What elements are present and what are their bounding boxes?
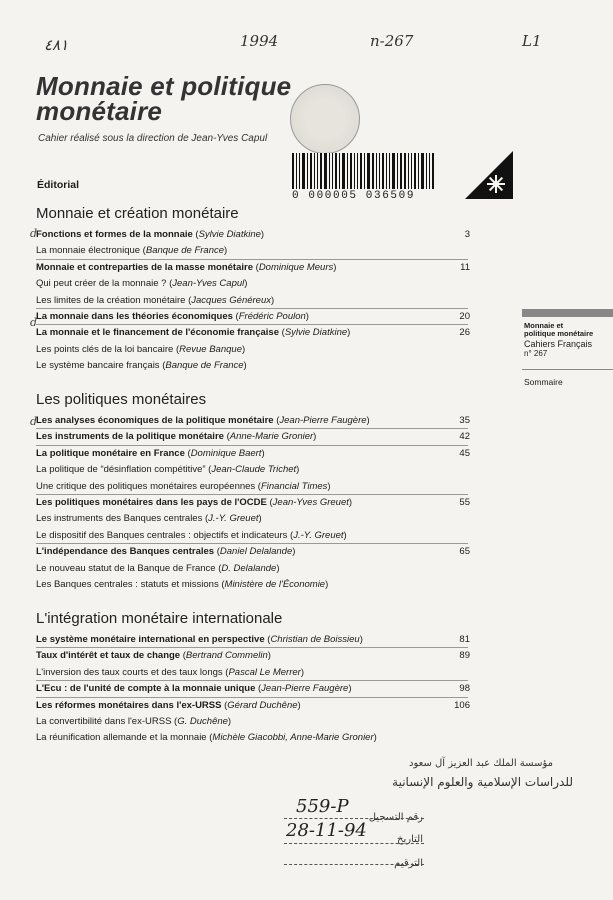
article-author: Dominique Meurs [258,261,334,273]
barcode-bar [292,153,294,189]
article-author: Sylvie Diatkine [284,327,348,339]
article-author: D. Delalande [221,562,277,574]
article-author: G. Duchêne [177,716,228,727]
subtitle: Cahier réalisé sous la direction de Jean-Yves Capul [38,133,268,144]
margin-mark: d [30,227,38,240]
article-title: La convertibilité dans l'ex-URSS [36,716,172,727]
article-title: Le système monétaire international en perspective [36,634,265,645]
toc-article: L'indépendance des Banques centrales (Daniel Delalande) [36,546,296,558]
article-author: Frédéric Poulon [238,311,306,322]
barcode [292,153,462,202]
handwritten-note-right: L1 [522,32,542,50]
barcode-bar [376,153,377,189]
article-author: Jean-Yves Greuet [272,497,349,508]
stamp-label-date: التاريخ [397,834,423,845]
article-author: Ministère de l'Économie [224,579,326,590]
sidebar-series: Cahiers Français [524,339,593,349]
article-author: Jean-Yves Capul [172,278,245,290]
editorial-heading: Éditorial [37,179,80,191]
page-number: 89 [459,650,470,662]
barcode-bar [320,153,322,189]
article-title: Les instruments de la politique monétaire [36,431,224,443]
barcode-bar [386,153,387,189]
stamp-registration-number: 559-P [296,796,349,817]
barcode-bar [342,153,345,189]
article-title: Taux d'intérêt et taux de change [36,650,181,662]
barcode-bar [432,153,434,189]
sidebar-title-line-1: Monnaie et [524,321,564,330]
toc-separator [36,494,468,495]
article-title: L'Ecu : de l'unité de compte à la monnaie unique [36,683,256,695]
article-author: Jean-Claude Trichet [211,464,297,476]
publisher-logo-icon [465,151,513,199]
barcode-bar [372,153,374,189]
page-number: 20 [459,311,470,322]
barcode-bar [299,153,300,189]
article-author: Michèle Giacobbi, Anne-Marie Gronier [212,732,374,744]
margin-mark: d [30,316,38,329]
barcode-bar [354,153,355,189]
page-number: 55 [459,497,470,508]
barcode-bar [397,153,398,189]
toc-separator [36,259,468,260]
article-author: J.-Y. Greuet [293,529,344,541]
toc-article: Le système monétaire international en perspective (Christian de Boissieu) [36,634,363,645]
article-title: Le dispositif des Banques centrales : objectifs et indicateurs [36,529,288,541]
article-title: La réunification allemande et la monnaie [36,732,207,744]
toc-subarticle: Les instruments des Banques centrales (J.-Y. Greuet) [36,513,262,525]
article-title: Les analyses économiques de la politique monétaire [36,415,274,426]
article-author: Anne-Marie Gronier [229,431,314,443]
barcode-bar [421,153,424,189]
page-number: 81 [459,634,470,645]
barcode-bar [418,153,419,189]
barcode-bar [347,153,348,189]
toc-separator [36,680,468,681]
barcode-bar [426,153,427,189]
barcode-number: 0 000005 036509 [292,190,416,202]
page-title [36,71,292,126]
toc-separator [36,324,468,325]
article-author: Financial Times [260,480,328,492]
page-number: 26 [459,327,470,339]
article-author: Christian de Boissieu [270,634,360,645]
toc-subarticle: Le nouveau statut de la Banque de France (D. Delalande) [36,562,280,574]
page-number: 106 [454,699,470,711]
stamp-line-2: للدراسات الإسلامية والعلوم الإنسانية [392,775,573,789]
barcode-bar [317,153,318,189]
barcode-bars [292,153,462,189]
handwritten-year: 1994 [240,32,279,50]
sidebar-sommaire: Sommaire [524,377,563,387]
toc-article: La politique monétaire en France (Dominique Baert) [36,447,265,459]
barcode-bar [335,153,337,189]
section-heading-integration: L'intégration monétaire internationale [36,610,283,627]
barcode-bar [404,153,406,189]
toc-article: La monnaie dans les théories économiques (Frédéric Poulon) [36,311,309,322]
article-title: La monnaie dans les théories économiques [36,311,233,322]
handwritten-number: n-267 [370,32,414,50]
article-title: Les politiques monétaires dans les pays de l'OCDE [36,497,267,508]
toc-article: Les politiques monétaires dans les pays de l'OCDE (Jean-Yves Greuet) [36,497,353,508]
sidebar-title [524,322,593,338]
section-heading-politiques: Les politiques monétaires [36,391,207,408]
article-author: Jacques Généreux [191,294,271,306]
toc-article: Taux d'intérêt et taux de change (Bertrand Commelin) [36,650,271,662]
toc-subarticle: L'inversion des taux courts et des taux longs (Pascal Le Merrer) [36,666,304,678]
stamp-date: 28-11-94 [286,820,367,841]
toc-article: Les analyses économiques de la politique monétaire (Jean-Pierre Faugère) [36,415,370,426]
toc-separator [36,647,468,648]
toc-article: Fonctions et formes de la monnaie (Sylvie Diatkine) [36,229,265,240]
article-author: Revue Banque [179,343,242,355]
toc-article: Les réformes monétaires dans l'ex-URSS (Gérard Duchêne) [36,699,301,711]
page-number: 35 [459,415,470,426]
stamp-label-registration: رقم التسجيل [368,812,423,823]
toc-separator [36,308,468,309]
toc-subarticle: Les points clés de la loi bancaire (Revue Banque) [36,343,246,355]
article-title: L'inversion des taux courts et des taux longs [36,666,223,678]
toc-separator [36,697,468,698]
toc-separator [36,428,468,429]
toc-subarticle: Les limites de la création monétaire (Jacques Généreux) [36,294,275,306]
barcode-bar [382,153,384,189]
library-seal-stamp [290,84,360,154]
page-number: 11 [460,261,470,273]
article-title: Qui peut créer de la monnaie ? [36,278,167,290]
sidebar-accent-bar [522,309,613,317]
page-number: 98 [459,683,470,695]
article-author: Banque de France [165,360,244,372]
stamp-registration-line [284,818,424,819]
barcode-bar [307,153,308,189]
section-heading-creation: Monnaie et création monétaire [36,205,239,222]
toc-subarticle: Une critique des politiques monétaires européennes (Financial Times) [36,480,331,492]
article-title: Monnaie et contreparties de la masse monétaire [36,261,253,273]
stamp-class-line [284,864,424,865]
toc-subarticle: La monnaie électronique (Banque de France) [36,245,228,257]
barcode-bar [332,153,333,189]
stamp-date-line [284,843,424,844]
toc-separator [36,445,468,446]
toc-separator [36,543,468,544]
barcode-bar [357,153,358,189]
toc-subarticle: Le dispositif des Banques centrales : objectifs et indicateurs (J.-Y. Greuet) [36,529,347,541]
barcode-bar [314,153,315,189]
page-number: 42 [459,431,470,443]
toc-subarticle: Qui peut créer de la monnaie ? (Jean-Yves Capul) [36,278,248,290]
barcode-bar [360,153,362,189]
barcode-bar [429,153,430,189]
toc-article: Les instruments de la politique monétaire (Anne-Marie Gronier) [36,431,317,443]
article-title: L'indépendance des Banques centrales [36,546,215,558]
article-title: La politique de “désinflation compétitive” [36,464,206,476]
barcode-bar [310,153,312,189]
barcode-bar [367,153,370,189]
stamp-label-class: الترقيم [394,858,423,869]
barcode-bar [389,153,390,189]
article-title: Une critique des politiques monétaires européennes [36,480,256,492]
barcode-bar [408,153,409,189]
toc-article: La monnaie et le financement de l'économie française (Sylvie Diatkine) [36,327,351,339]
barcode-bar [400,153,402,189]
article-title: La politique monétaire en France [36,447,185,459]
article-author: Dominique Baert [190,447,262,459]
article-title: Les instruments des Banques centrales [36,513,203,525]
barcode-bar [364,153,365,189]
title-line-1: Monnaie et politique [36,71,292,101]
sidebar-title-line-2: politique monétaire [524,329,594,338]
article-title: Les Banques centrales : statuts et missions [36,579,219,590]
toc-subarticle: Le système bancaire français (Banque de France) [36,360,247,372]
page-number: 3 [464,229,470,240]
sidebar-number: n° 267 [524,349,548,358]
barcode-bar [302,153,305,189]
barcode-bar [296,153,297,189]
article-author: Sylvie Diatkine [198,229,261,240]
article-title: Fonctions et formes de la monnaie [36,229,193,240]
margin-mark: d [30,415,38,428]
barcode-bar [411,153,412,189]
article-author: Daniel Delalande [219,546,293,558]
article-author: Bertrand Commelin [185,650,268,662]
toc-subarticle: La politique de “désinflation compétitive” (Jean-Claude Trichet) [36,464,300,476]
toc-subarticle: La convertibilité dans l'ex-URSS (G. Duchêne) [36,716,232,727]
barcode-bar [379,153,380,189]
article-title: La monnaie et le financement de l'économie française [36,327,280,339]
article-title: Le système bancaire français [36,360,160,372]
toc-subarticle: La réunification allemande et la monnaie (Michèle Giacobbi, Anne-Marie Gronier) [36,732,377,744]
article-author: Gérard Duchêne [227,699,298,711]
toc-subarticle: Les Banques centrales : statuts et missions (Ministère de l'Économie) [36,579,329,590]
barcode-bar [392,153,395,189]
handwritten-note-left: ٤٨١ [44,36,69,54]
article-author: J.-Y. Greuet [208,513,259,525]
sidebar-divider [522,369,613,370]
page-number: 45 [459,447,470,459]
stamp-line-1: مؤسسة الملك عبد العزيز آل سعود [409,758,553,769]
toc-article: L'Ecu : de l'unité de compte à la monnaie unique (Jean-Pierre Faugère) [36,683,352,695]
article-title: La monnaie électronique [36,245,141,257]
article-title: Le nouveau statut de la Banque de France [36,562,216,574]
page-number: 65 [459,546,470,558]
article-title: Les limites de la création monétaire [36,294,186,306]
title-line-2: monétaire [36,96,163,126]
article-author: Jean-Pierre Faugère [279,415,367,426]
article-title: Les points clés de la loi bancaire [36,343,174,355]
barcode-bar [329,153,330,189]
article-author: Banque de France [145,245,225,257]
article-author: Pascal Le Merrer [228,666,301,678]
article-author: Jean-Pierre Faugère [261,683,349,695]
barcode-bar [339,153,340,189]
toc-article: Monnaie et contreparties de la masse monétaire (Dominique Meurs) [36,261,337,273]
article-title: Les réformes monétaires dans l'ex-URSS [36,699,222,711]
barcode-bar [350,153,352,189]
barcode-bar [324,153,327,189]
barcode-bar [414,153,416,189]
